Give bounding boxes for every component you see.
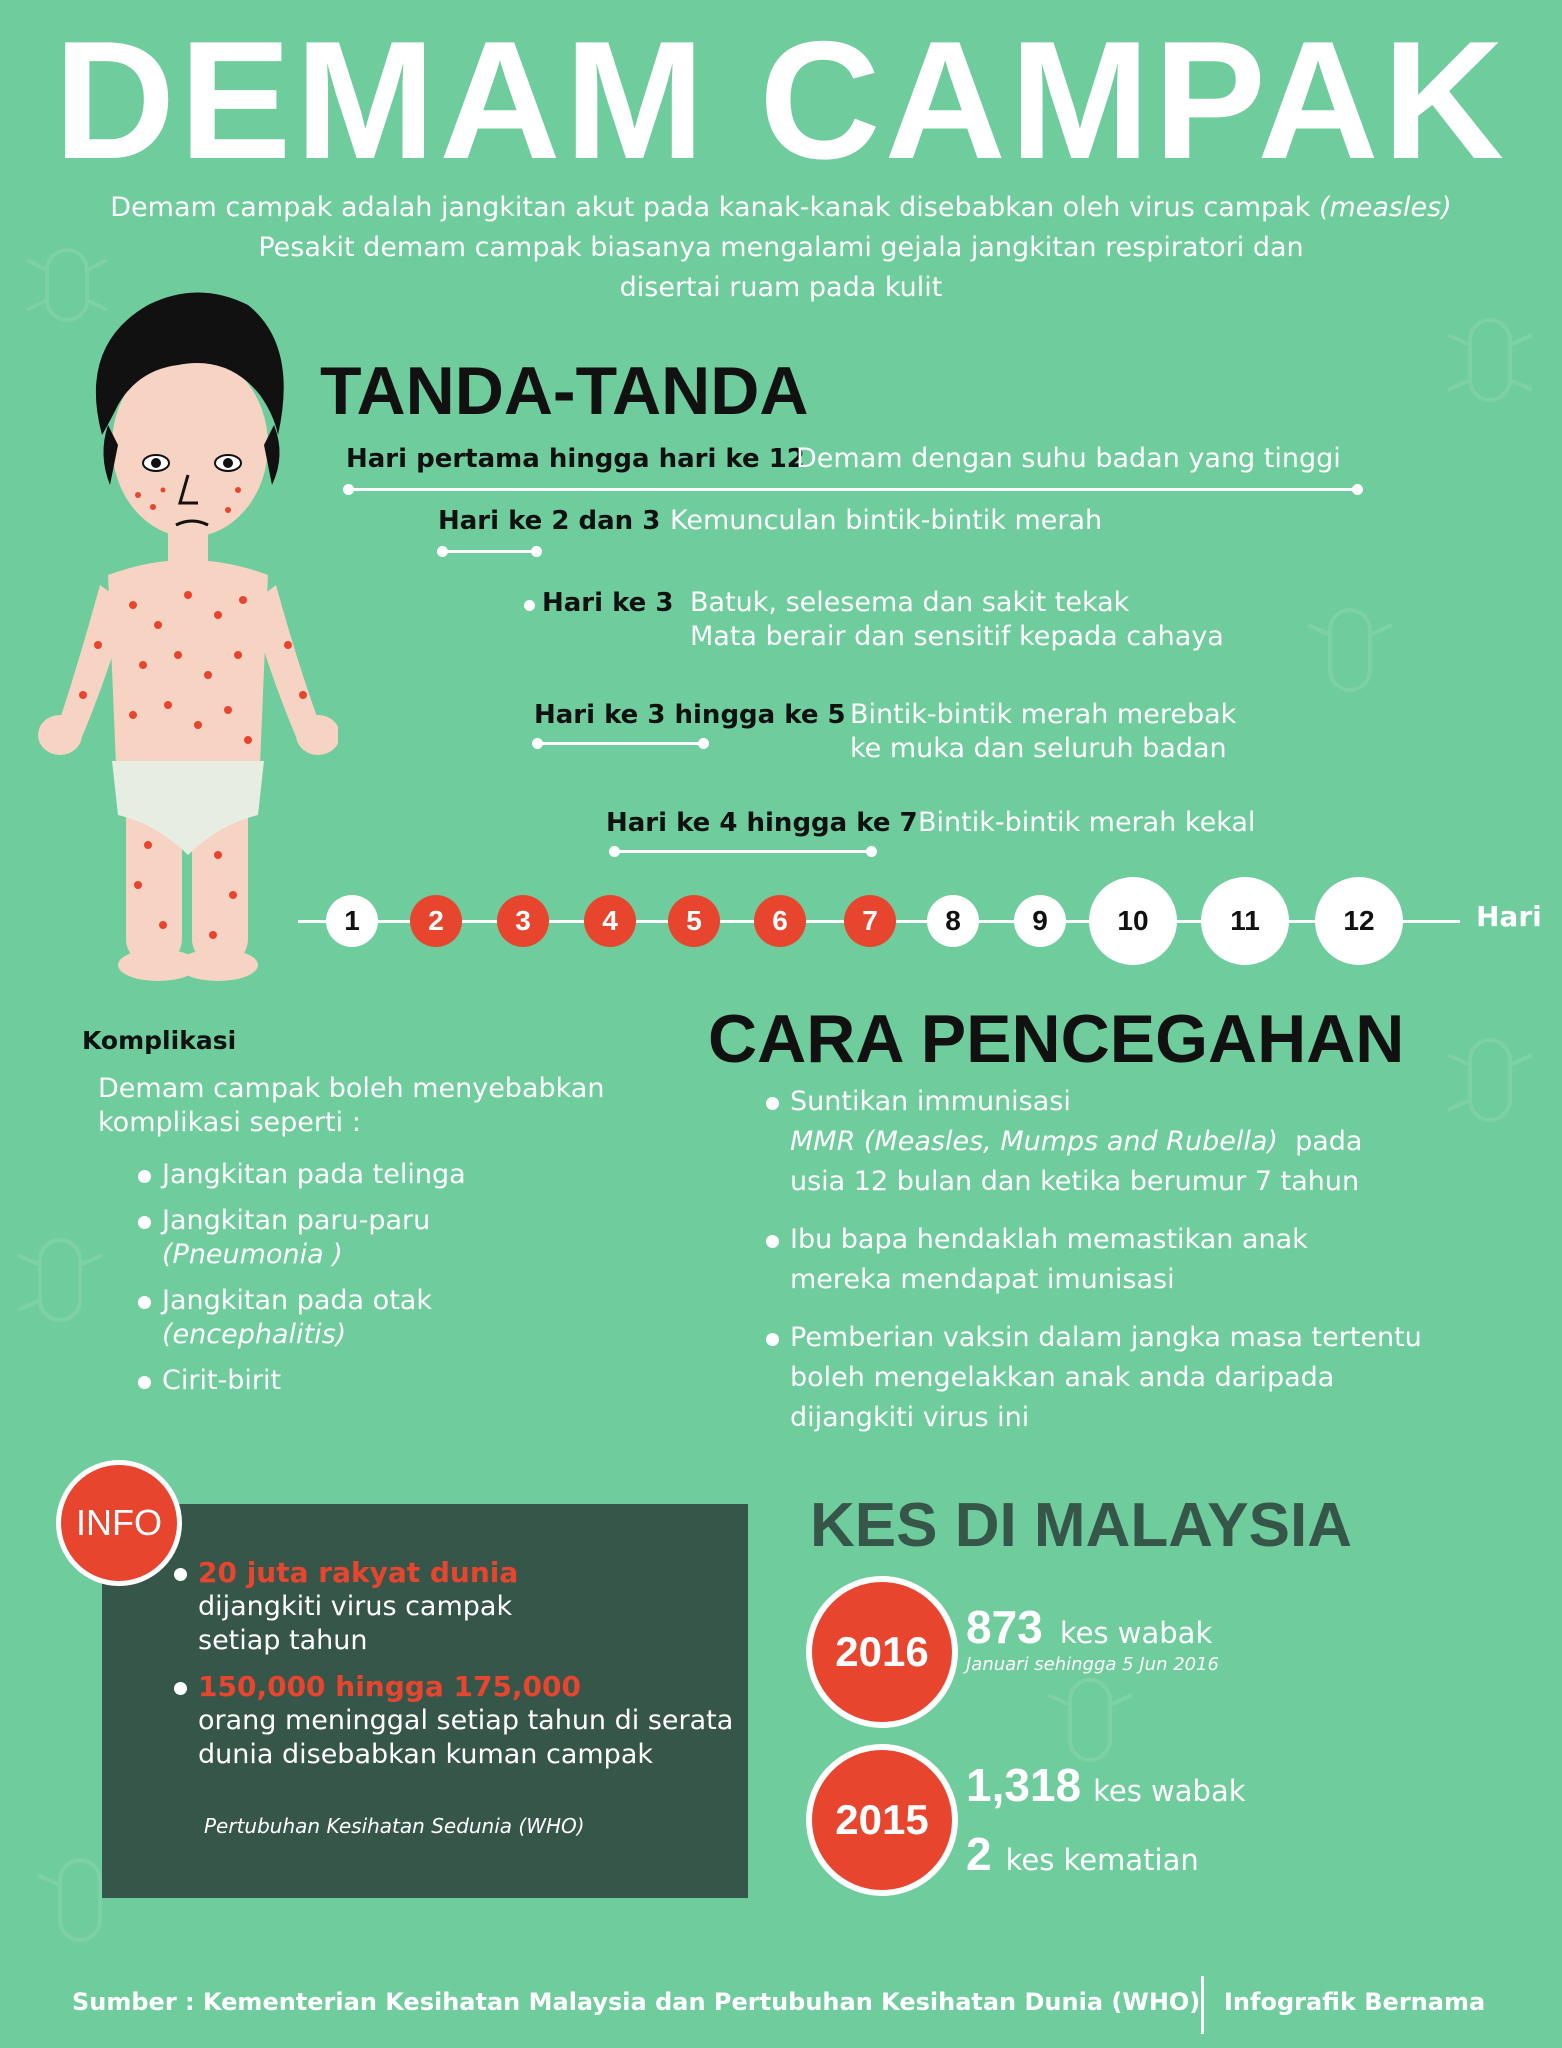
list-item-text: dijangkiti virus ini: [790, 1402, 1030, 1433]
kes-2015-label: kes wabak: [1093, 1774, 1246, 1808]
list-item: [764, 1082, 1422, 1202]
symptom-day-label: Hari ke 3: [542, 588, 674, 618]
range-dot: [524, 600, 535, 611]
komplikasi-text-line-2: komplikasi seperti :: [98, 1107, 361, 1138]
day-6-circle: 6: [754, 895, 806, 947]
list-item-text: mereka mendapat imunisasi: [790, 1264, 1175, 1295]
list-item: [136, 1364, 466, 1398]
virus-icon: [10, 1220, 110, 1340]
day-1-circle: 1: [326, 895, 378, 947]
kes-2016-label: kes wabak: [1059, 1616, 1213, 1650]
list-item: [764, 1318, 1422, 1438]
symptom-description: [918, 806, 1255, 840]
symptom-description-line: Demam dengan suhu badan yang tinggi: [796, 443, 1341, 474]
symptom-description: [850, 698, 1236, 766]
day-3-circle: 3: [497, 895, 549, 947]
list-item-subtext: (encephalitis): [162, 1319, 347, 1350]
section-heading-cara: CARA PENCEGAHAN: [708, 1001, 1405, 1077]
day-5-circle: 5: [668, 895, 720, 947]
symptom-description: [796, 442, 1341, 476]
day-7-circle: 7: [844, 895, 896, 947]
kes-2016-count: 873: [966, 1601, 1043, 1653]
day-8-circle: 8: [927, 895, 979, 947]
list-item: [172, 1670, 733, 1772]
symptom-description-line: ke muka dan seluruh badan: [850, 733, 1227, 764]
axis-label-hari: Hari: [1476, 900, 1542, 933]
footer-source: Sumber : Kementerian Kesihatan Malaysia dan Pertubuhan Kesihatan Dunia (WHO): [72, 1988, 1201, 2016]
kes-2015-deaths: 2: [966, 1828, 992, 1880]
list-item: [136, 1284, 466, 1352]
day-9-circle: 9: [1014, 895, 1066, 947]
list-item-text: Cirit-birit: [162, 1365, 282, 1396]
info-highlight: 20 juta rakyat dunia: [198, 1556, 519, 1589]
list-item-text: Jangkitan pada otak: [162, 1285, 432, 1316]
section-heading-kes: KES DI MALAYSIA: [810, 1491, 1353, 1560]
list-item-text: Ibu bapa hendaklah memastikan anak: [790, 1224, 1308, 1255]
symptom-day-label: Hari ke 2 dan 3: [438, 506, 661, 536]
list-item: [764, 1220, 1422, 1300]
list-item-text: Jangkitan paru-paru: [162, 1205, 431, 1236]
day-11-circle: 11: [1201, 877, 1289, 965]
symptom-range-line: [442, 550, 537, 553]
list-item-text: usia 12 bulan dan ketika berumur 7 tahun: [790, 1166, 1360, 1197]
day-12-circle: 12: [1315, 877, 1403, 965]
list-item-text: Jangkitan pada telinga: [162, 1159, 466, 1190]
list-item: [136, 1158, 466, 1192]
pencegahan-list: [764, 1082, 1422, 1456]
intro-line-3: disertai ruam pada kulit: [619, 272, 943, 303]
symptom-description-line: Batuk, selesema dan sakit tekak: [690, 587, 1130, 618]
info-highlight: 150,000 hingga 175,000: [198, 1670, 582, 1703]
info-source: Pertubuhan Kesihatan Sedunia (WHO): [204, 1814, 585, 1838]
list-item-text: setiap tahun: [198, 1625, 368, 1656]
symptom-range-line: [348, 488, 1358, 491]
list-item-text: dijangkiti virus campak: [198, 1591, 513, 1622]
list-item-text: Suntikan immunisasi: [790, 1086, 1071, 1117]
list-item-text: dunia disebabkan kuman campak: [198, 1739, 654, 1770]
list-item-text: orang meninggal setiap tahun di serata: [198, 1705, 734, 1736]
symptom-description-line: Bintik-bintik merah kekal: [918, 807, 1256, 838]
list-item: [172, 1556, 733, 1658]
day-2-circle: 2: [410, 895, 462, 947]
intro-line-2: Pesakit demam campak biasanya mengalami gejala jangkitan respiratori dan: [258, 232, 1304, 263]
list-item-subtext: (Pneumonia ): [162, 1239, 343, 1270]
symptom-day-label: Hari ke 3 hingga ke 5: [534, 700, 846, 730]
page-title: DEMAM CAMPAK: [53, 6, 1509, 194]
symptom-range-line: [614, 850, 872, 853]
list-item-text: boleh mengelakkan anak anda daripada: [790, 1362, 1335, 1393]
symptom-description: [670, 504, 1102, 538]
komplikasi-list: [136, 1158, 466, 1398]
child-illustration: [38, 285, 338, 985]
list-item-italic: MMR (Measles, Mumps and Rubella): [790, 1126, 1278, 1157]
intro-line-1: Demam campak adalah jangkitan akut pada kanak-kanak disebabkan oleh virus campak: [110, 192, 1319, 223]
symptom-description: [690, 586, 1224, 654]
section-heading-tanda: TANDA-TANDA: [320, 353, 809, 429]
kes-2015-count: 1,318: [966, 1759, 1082, 1811]
day-4-circle: 4: [584, 895, 636, 947]
komplikasi-text-line-1: Demam campak boleh menyebabkan: [98, 1073, 605, 1104]
komplikasi-heading: Komplikasi: [82, 1026, 237, 1055]
info-box: [102, 1504, 748, 1898]
kes-2016-note: Januari sehingga 5 Jun 2016: [966, 1654, 1220, 1675]
day-10-circle: 10: [1089, 877, 1177, 965]
year-badge-2015: 2015: [806, 1744, 958, 1896]
virus-icon: [1440, 300, 1540, 420]
footer-credit: Infografik Bernama: [1224, 1988, 1486, 2016]
list-item: [136, 1204, 466, 1272]
kes-2015-stats: [966, 1756, 1246, 1894]
info-badge: INFO: [56, 1460, 182, 1586]
virus-icon: [1300, 590, 1400, 710]
year-badge-2016: 2016: [806, 1576, 958, 1728]
kes-2016-stats: [966, 1600, 1219, 1675]
virus-icon: [1440, 1020, 1540, 1140]
intro-line-1-italic: (measles): [1318, 192, 1452, 223]
komplikasi-text: [98, 1072, 604, 1140]
list-item-text: pada: [1277, 1126, 1363, 1157]
list-item-text: Pemberian vaksin dalam jangka masa tertentu: [790, 1322, 1422, 1353]
symptom-description-line: Kemunculan bintik-bintik merah: [670, 505, 1103, 536]
info-list: [172, 1556, 733, 1784]
footer-divider: [1201, 1976, 1204, 2034]
symptom-day-label: Hari pertama hingga hari ke 12: [346, 444, 805, 474]
symptom-day-label: Hari ke 4 hingga ke 7: [606, 808, 918, 838]
kes-2015-deaths-label: kes kematian: [1005, 1843, 1199, 1877]
symptom-range-line: [537, 742, 704, 745]
symptom-description-line: Mata berair dan sensitif kepada cahaya: [690, 621, 1224, 652]
symptom-description-line: Bintik-bintik merah merebak: [850, 699, 1237, 730]
